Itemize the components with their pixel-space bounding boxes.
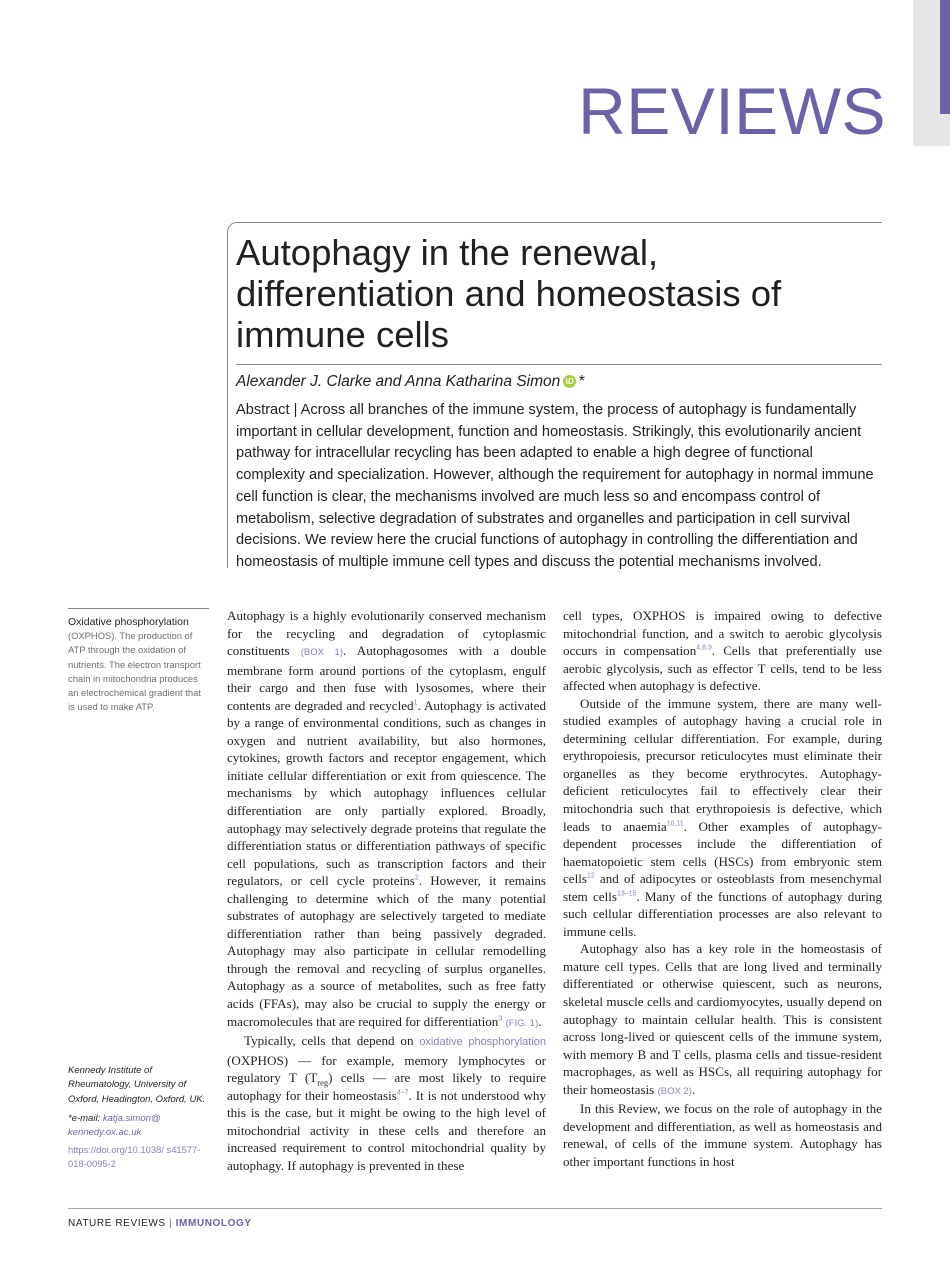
body-text: (OXPHOS) — for example, memory lymphocytes or regulatory T (T	[227, 1052, 546, 1086]
body-text: and of adipocytes or osteoblasts from mesenchymal stem cells	[563, 871, 882, 904]
corresponding-marker: *	[578, 373, 585, 390]
email-label: *e-mail:	[68, 1112, 103, 1124]
figure-1-link[interactable]: (FIG. 1)	[505, 1017, 539, 1029]
body-text: Typically, cells that depend on	[244, 1033, 420, 1049]
email-link[interactable]: katja.simon@ kennedy.ox.ac.uk	[68, 1112, 161, 1139]
body-text: . It is not understood why this is the case, but it might be owing to the high level of mitochondrial activity in these cells and therefore an increased requirement to control mitochondrial quality by autophagy. If autophagy is prevented in these	[227, 1087, 546, 1173]
section-label: REVIEWS	[578, 74, 886, 148]
body-column-right	[563, 607, 882, 1171]
body-paragraph	[227, 1032, 546, 1174]
body-text: . Many of the functions of autophagy during such cellular differentiation processes are also relevant to immune cells.	[563, 888, 882, 939]
section-side-tab-accent	[940, 0, 950, 114]
subscript: reg	[317, 1077, 329, 1088]
reference-link[interactable]: 4,8,9	[696, 644, 712, 652]
body-text: . Autophagosomes with a double membrane form around portions of the cytoplasm, engulf their cargo and then fuse with lysosomes, where their contents are degraded and recycled	[227, 643, 547, 713]
orcid-icon[interactable]: iD	[563, 375, 576, 388]
body-text: Autophagy is a highly evolutionarily conserved mechanism for the recycling and degradation of cytoplasmic constituents	[227, 608, 546, 659]
glossary-sidebar	[68, 608, 210, 715]
body-paragraph	[563, 940, 882, 1100]
page-footer	[68, 1218, 252, 1230]
reference-link[interactable]: 4–7	[396, 1089, 409, 1097]
body-paragraph	[563, 695, 882, 941]
reference-link[interactable]: 3	[498, 1015, 503, 1023]
affiliation-block	[68, 1064, 213, 1171]
body-text: In this Review, we focus on the role of autophagy in the development and differentiation, as well as homeostasis and renewal, of cells of the immune system. Autophagy has other important functions in host	[563, 1101, 882, 1169]
email-line	[68, 1112, 213, 1141]
body-text: .	[538, 1013, 542, 1029]
affiliation: Kennedy Institute of Rheumatology, University of Oxford, Headington, Oxford, UK.	[68, 1065, 206, 1105]
abstract: Abstract | Across all branches of the immune system, the process of autophagy is fundamentally important in cellular development, function and homeostasis. Strikingly, this evolutionarily ancient pathway for intracellular recycling has been adapted to enable a high degree of functional complexity and specialization. However, although the requirement for autophagy in normal immune cell function is clear, the mechanisms involved are much less so and encompass control of metabolism, selective degradation of substrates and organelles and participation in cell survival decisions. We review here the crucial functions of autophagy in controlling the differentiation and homeostasis of multiple immune cell types and discuss the potential mechanisms involved.	[236, 402, 874, 570]
glossary-term: Oxidative phosphorylation	[68, 616, 189, 628]
body-text: .	[691, 1081, 696, 1097]
reference-link[interactable]: 10,11	[666, 820, 684, 828]
article-title: Autophagy in the renewal, differentiation and homeostasis of immune cells	[236, 232, 782, 355]
title-top-rule	[237, 222, 882, 223]
glossary-term-link[interactable]: oxidative phosphorylation	[419, 1036, 546, 1049]
body-text: ) cells — are most likely to require autophagy for their homeostasis	[227, 1070, 546, 1103]
reference-link[interactable]: 1	[413, 699, 418, 707]
footer-separator: |	[165, 1218, 176, 1229]
body-text: . However, it remains challenging to determine which of the many potential substrates of autophagy are selectively targeted to mediate differentiation rather than being passively degraded. Autophagy may also participate in cellular remodelling through the removal and recycling of surplus organelles. Autophagy as a source of metabolites, such as free fatty acids (FFAs), may also be crucial to supply the energy or macromolecules that are required for differentiation	[227, 873, 546, 1029]
body-text: . Autophagy is activated by a range of environmental conditions, such as changes in oxygen and nutrient availability, but also hormones, cytokines, growth factors and receptor engagement, which initiate cellular differentiation or exit from quiescence. The mechanisms by which autophagy influences cellular differentiation are only partially explored. Broadly, autophagy may selectively degrade proteins that regulate the differentiation status or differentiation pathways of specific cell populations, such as transcription factors and their regulators, or cell cycle proteins	[227, 697, 546, 889]
reference-link[interactable]: 13–15	[616, 890, 637, 898]
footer-rule	[68, 1208, 882, 1209]
reference-link[interactable]: 2	[414, 874, 419, 882]
glossary-definition: (OXPHOS). The production of ATP through the oxidation of nutrients. The electron transport chain in mitochondria produces an electrochemical gradient that is used to make ATP.	[68, 630, 201, 713]
box-1-link[interactable]: (BOX 1)	[300, 647, 344, 659]
reference-link[interactable]: 12	[587, 872, 595, 880]
doi-link[interactable]: https://doi.org/10.1038/ s41577-018-0095-2	[68, 1144, 201, 1170]
footer-section: IMMUNOLOGY	[175, 1218, 252, 1229]
body-text: . Other examples of autophagy-dependent processes include the differentiation of haematopoietic stem cells (HSCs) from embryonic stem cells	[563, 818, 882, 887]
footer-journal: NATURE REVIEWS	[68, 1218, 166, 1229]
body-text: . Cells that preferentially use aerobic glycolysis, such as effector T cells, tend to be less affected when autophagy is defective.	[563, 643, 882, 694]
body-paragraph	[227, 607, 546, 1032]
box-2-link[interactable]: (BOX 2)	[657, 1085, 692, 1097]
body-column-left	[227, 607, 546, 1175]
author-names: Alexander J. Clarke and Anna Katharina Simon	[236, 373, 561, 390]
glossary-rule	[68, 608, 209, 609]
body-paragraph	[563, 1100, 882, 1170]
body-text: Autophagy also has a key role in the homeostasis of mature cell types. Cells that are long lived and terminally differentiated or otherwise quiescent, such as neurons, skeletal muscle cells and cardiomyocytes, usually depend on autophagy to maintain cellular health. This is consistent across long-lived or quiescent cells of the immune system, with memory B and T cells, plasma cells and tissue-resident macrophages, as well as HSCs, all requiring autophagy for their homeostasis	[563, 941, 882, 1097]
body-paragraph	[563, 607, 882, 695]
body-text: Outside of the immune system, there are many well-studied examples of autophagy having a crucial role in determining cellular differentiation. For example, during erythropoiesis, precursor reticulocytes must eliminate their organelles as they become erythrocytes. Autophagy-deficient reticulocytes fail to effectively clear their mitochondria such that erythropoiesis is defective, which leads to anaemia	[563, 695, 882, 834]
body-text: cell types, OXPHOS is impaired owing to defective mitochondrial function, and a switch to aerobic glycolysis occurs in compensation	[563, 608, 882, 659]
title-divider	[236, 364, 882, 365]
author-line	[236, 372, 584, 392]
